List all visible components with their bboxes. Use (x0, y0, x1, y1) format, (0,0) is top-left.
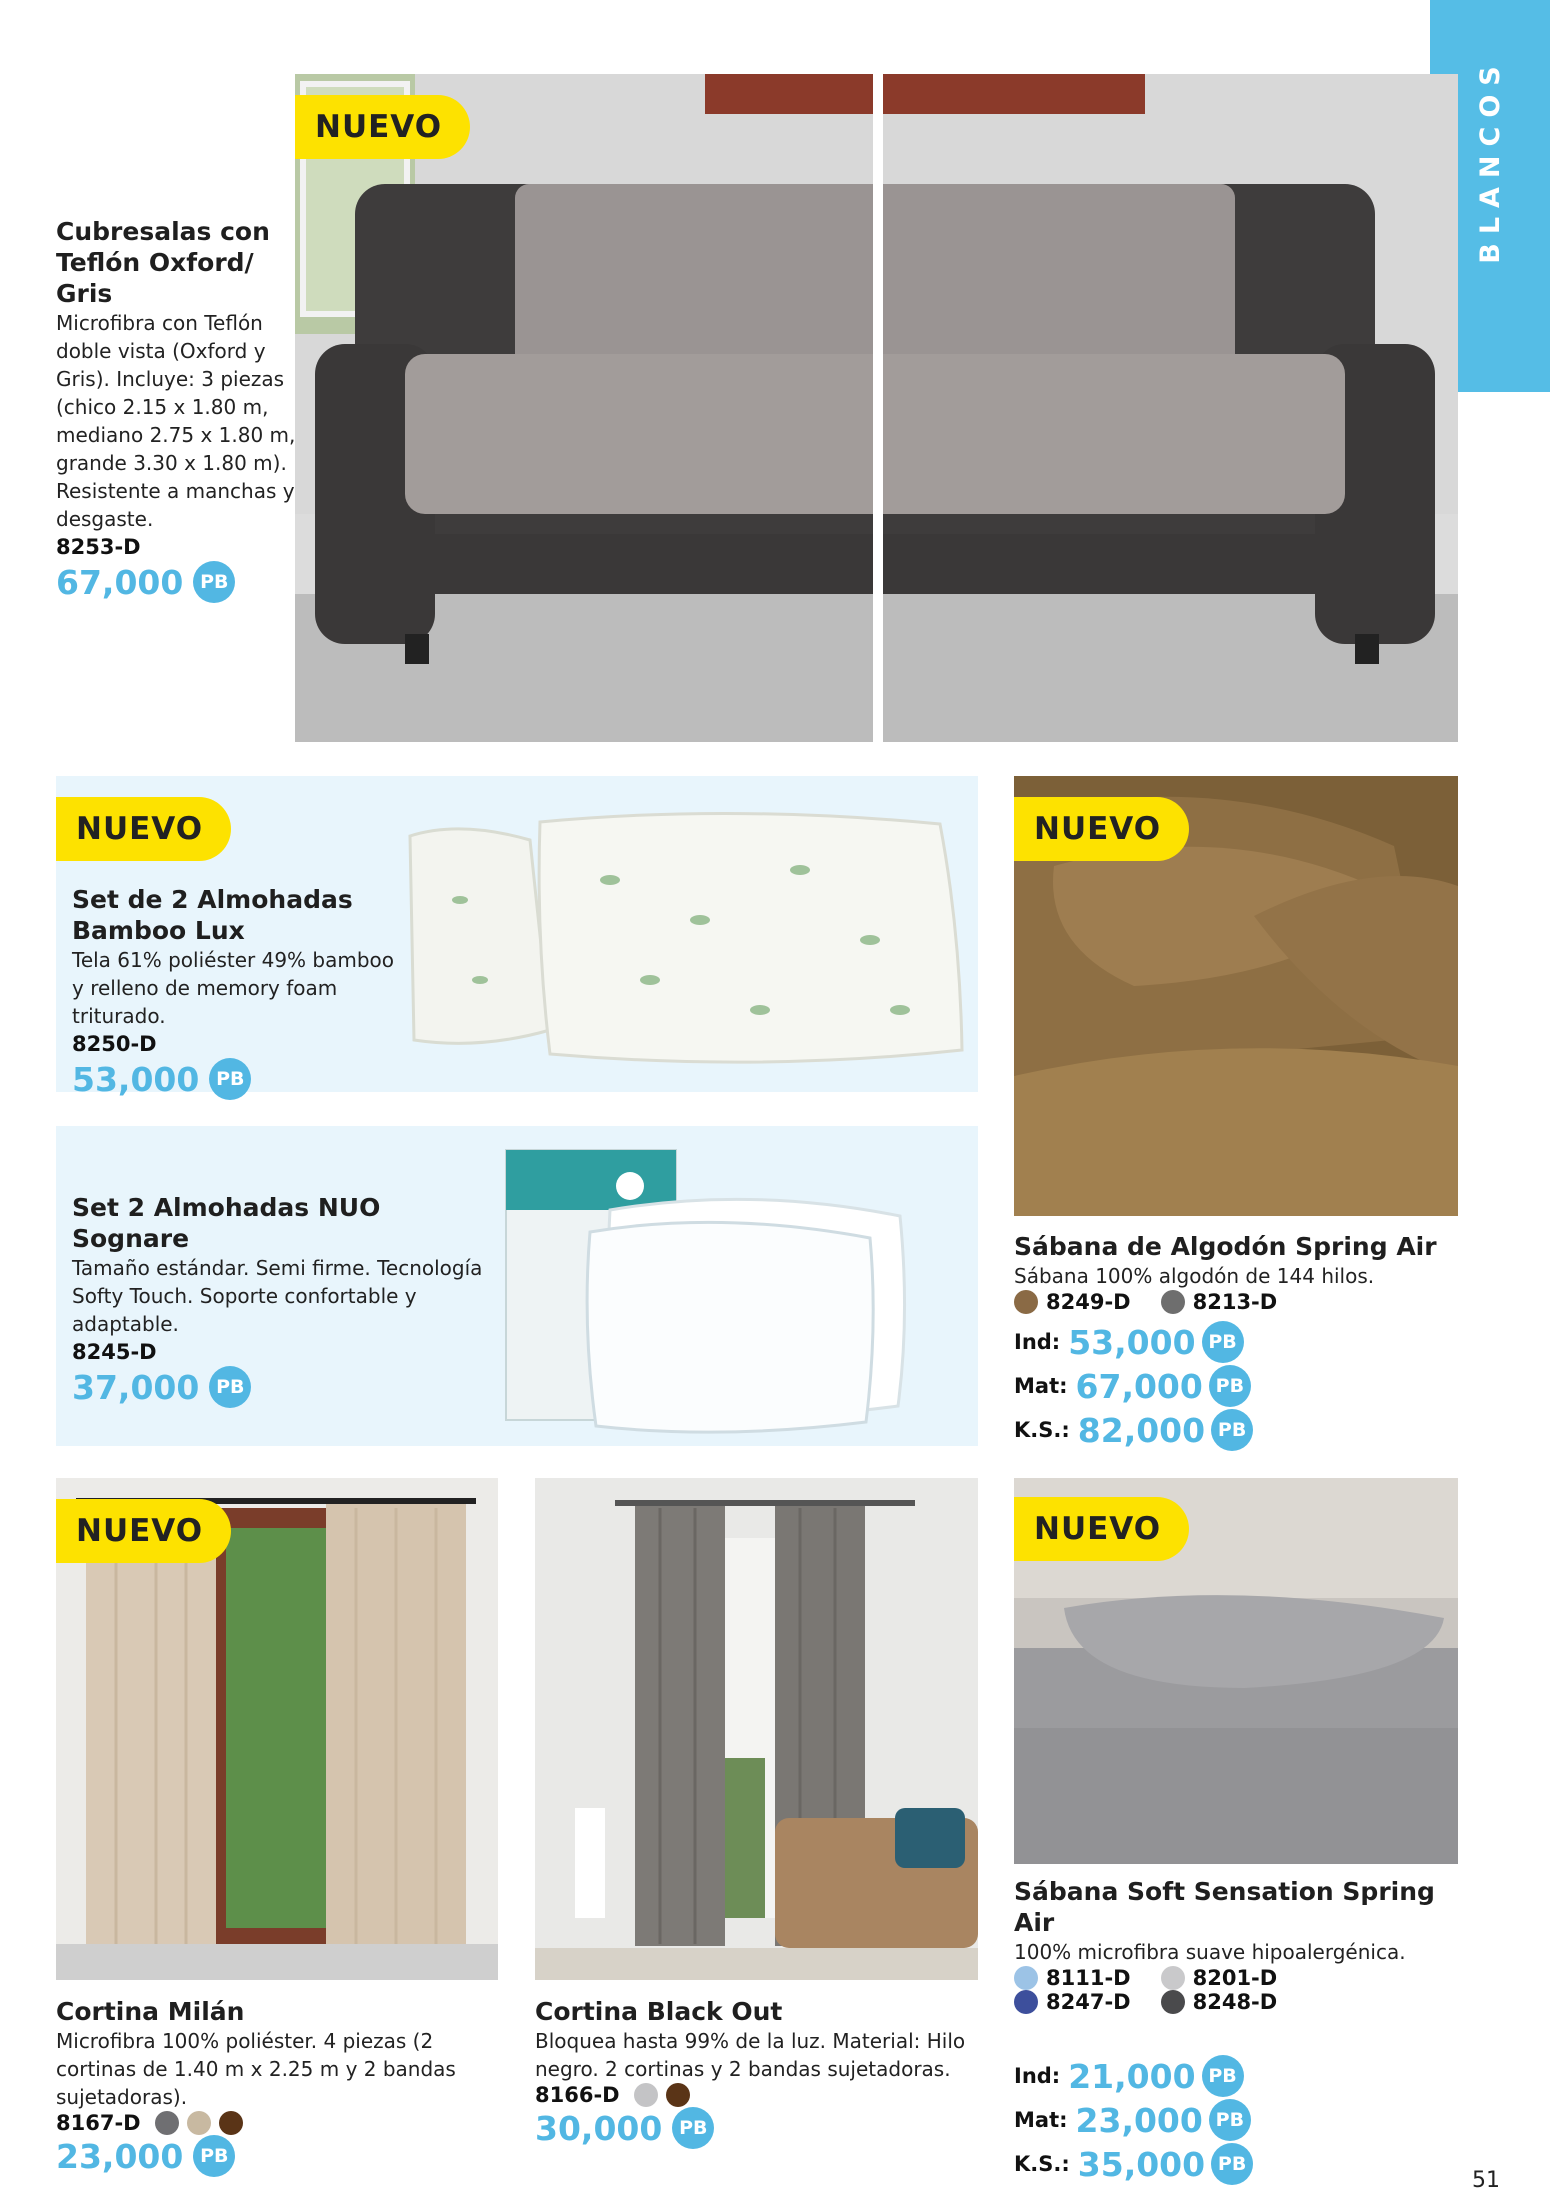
product-description: Tela 61% poliéster 49% bamboo y relleno de memory foam triturado. (72, 948, 395, 1028)
product-description: 100% microfibra suave hipoalergénica. (1014, 1940, 1406, 1964)
product-description: Microfibra con Teflón doble vista (Oxford y Gris). Incluye: 3 piezas (chico 2.15 x 1.80 m, mediano 2.75 x 1.80 m, grande 3.30 x 1.80 m). Resistente a manchas y desgaste. (56, 311, 296, 531)
code-swatches-row (56, 2111, 506, 2135)
price-value: 35,000 (1077, 2144, 1206, 2184)
algodon-info (1014, 1231, 1454, 1452)
color-swatch (666, 2083, 690, 2107)
product-code: 8166-D (535, 2083, 620, 2107)
color-swatch (219, 2111, 243, 2135)
size-label: K.S.: (1014, 1418, 1070, 1442)
color-swatch (634, 2083, 658, 2107)
nuo-pillows-photo (500, 1146, 910, 1436)
price-value: 53,000 (1068, 1322, 1196, 1362)
color-codes-row (1014, 1966, 1454, 1990)
size-price (1014, 2098, 1454, 2142)
product-price (72, 1058, 412, 1100)
price-value: 30,000 (535, 2108, 663, 2148)
nuo-info (72, 1192, 492, 1408)
color-swatch (1014, 1990, 1038, 2014)
size-price-list (1014, 2054, 1454, 2186)
pb-badge: PB (1209, 2099, 1251, 2141)
color-swatch (1161, 1990, 1185, 2014)
size-price (1014, 1320, 1454, 1364)
price-value: 67,000 (1075, 1366, 1203, 1406)
size-label: K.S.: (1014, 2152, 1070, 2176)
pb-badge: PB (193, 2135, 235, 2177)
product-code: 8250-D (72, 1032, 157, 1056)
size-price (1014, 1364, 1454, 1408)
nuevo-badge: NUEVO (295, 95, 470, 159)
price-value: 37,000 (72, 1367, 200, 1407)
color-code: 8249-D (1046, 1290, 1131, 1314)
pb-badge: PB (209, 1058, 251, 1100)
pb-badge: PB (1211, 2143, 1253, 2185)
sofa-photo (295, 74, 1458, 742)
pb-badge: PB (193, 561, 235, 603)
product-code: 8253-D (56, 535, 141, 559)
curtain-grey-illustration (535, 1478, 978, 1980)
product-title: Set 2 Almohadas NUO Sognare (72, 1193, 381, 1253)
product-description: Tamaño estándar. Semi firme. Tecnología Softy Touch. Soporte confortable y adaptable. (72, 1256, 483, 1336)
pb-badge: PB (1211, 1409, 1253, 1451)
price-value: 21,000 (1068, 2056, 1196, 2096)
color-swatch (187, 2111, 211, 2135)
color-code: 8213-D (1192, 1290, 1278, 1314)
price-value: 23,000 (56, 2136, 184, 2176)
color-code: 8111-D (1046, 1966, 1131, 1990)
cubresalas-info (56, 216, 296, 603)
color-code: 8248-D (1192, 1990, 1278, 2014)
sofa-illustration (295, 74, 1458, 742)
nuo-illustration (500, 1146, 910, 1436)
product-price (535, 2107, 975, 2149)
size-price (1014, 1408, 1454, 1452)
color-swatch (1014, 1290, 1038, 1314)
blackout-curtain-photo (535, 1478, 978, 1980)
pb-badge: PB (1202, 1321, 1244, 1363)
nuevo-badge: NUEVO (56, 1499, 231, 1563)
size-label: Mat: (1014, 2108, 1068, 2132)
nuevo-badge: NUEVO (1014, 1497, 1189, 1561)
milan-info (56, 1996, 506, 2177)
size-label: Ind: (1014, 1330, 1061, 1354)
color-codes-row (1014, 1990, 1454, 2014)
size-label: Ind: (1014, 2064, 1061, 2088)
price-value: 82,000 (1077, 1410, 1206, 1450)
size-price-list (1014, 1320, 1454, 1452)
size-label: Mat: (1014, 1374, 1068, 1398)
product-title: Set de 2 Almohadas Bamboo Lux (72, 885, 353, 945)
soft-info (1014, 1876, 1454, 2186)
product-code: 8245-D (72, 1340, 157, 1364)
pb-badge: PB (1209, 1365, 1251, 1407)
blackout-info (535, 1996, 975, 2149)
bamboo-info (72, 884, 412, 1100)
product-price (72, 1366, 492, 1408)
section-tab-label: BLANCOS (1474, 56, 1506, 264)
product-title: Cortina Black Out (535, 1997, 783, 2026)
size-price (1014, 2142, 1454, 2186)
color-swatch (1161, 1290, 1185, 1314)
price-value: 67,000 (56, 562, 184, 602)
color-swatch (155, 2111, 179, 2135)
pb-badge: PB (672, 2107, 714, 2149)
code-swatches-row (535, 2083, 975, 2107)
nuevo-badge: NUEVO (1014, 797, 1189, 861)
product-title: Sábana de Algodón Spring Air (1014, 1232, 1437, 1261)
pillows-illustration (400, 810, 970, 1070)
product-title: Cubresalas con Teflón Oxford/ Gris (56, 217, 270, 308)
product-price (56, 561, 296, 603)
price-value: 23,000 (1075, 2100, 1203, 2140)
pb-badge: PB (209, 1366, 251, 1408)
color-swatch (1161, 1966, 1185, 1990)
bamboo-pillows-photo (400, 810, 970, 1070)
color-code: 8247-D (1046, 1990, 1131, 2014)
pb-badge: PB (1202, 2055, 1244, 2097)
color-swatch (1014, 1966, 1038, 1990)
product-description: Bloquea hasta 99% de la luz. Material: Hilo negro. 2 cortinas y 2 bandas sujetadoras. (535, 2029, 966, 2081)
color-code: 8201-D (1192, 1966, 1278, 1990)
color-codes-row (1014, 1290, 1454, 1314)
product-price (56, 2135, 506, 2177)
page-number: 51 (1472, 2168, 1500, 2193)
product-code: 8167-D (56, 2111, 141, 2135)
product-description: Microfibra 100% poliéster. 4 piezas (2 cortinas de 1.40 m x 2.25 m y 2 bandas sujetadoras). (56, 2029, 456, 2109)
size-price (1014, 2054, 1454, 2098)
product-description: Sábana 100% algodón de 144 hilos. (1014, 1264, 1375, 1288)
nuevo-badge: NUEVO (56, 797, 231, 861)
product-title: Sábana Soft Sensation Spring Air (1014, 1877, 1435, 1937)
product-title: Cortina Milán (56, 1997, 245, 2026)
price-value: 53,000 (72, 1059, 200, 1099)
